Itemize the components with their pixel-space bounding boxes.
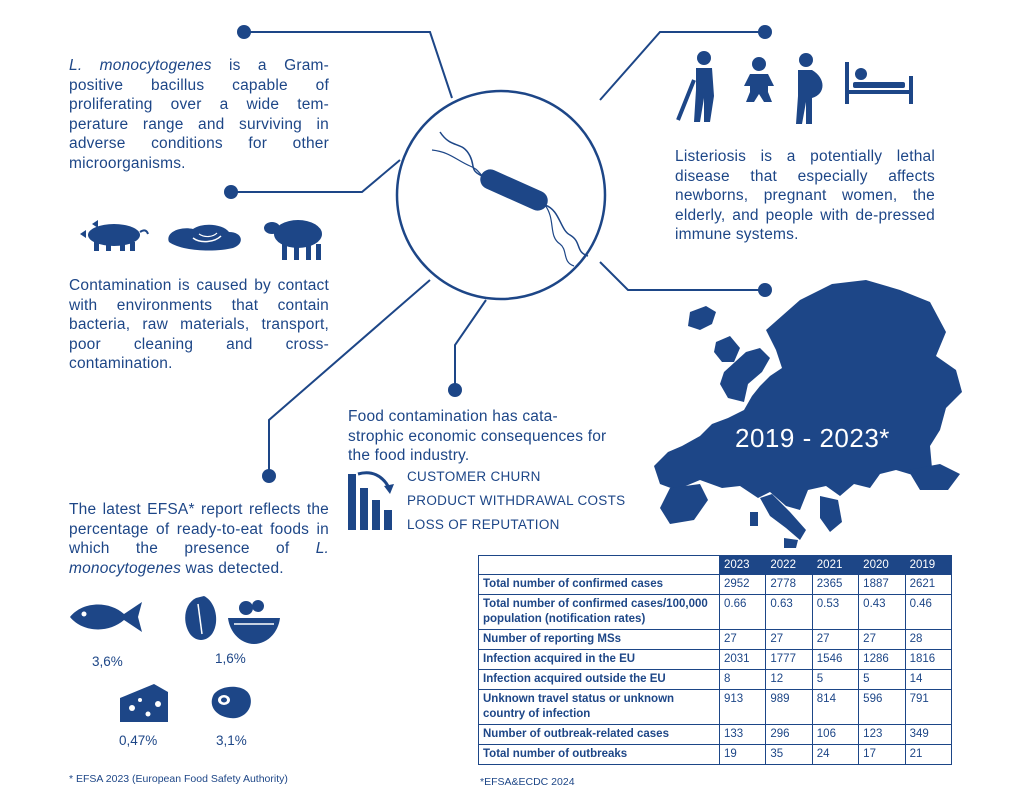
table-cell: 123 — [859, 725, 905, 745]
table-cell: 2778 — [766, 575, 812, 595]
table-row-label: Unknown travel status or unknown country of infection — [479, 690, 720, 725]
table-header-year: 2020 — [859, 556, 905, 575]
meat-icon — [208, 684, 254, 722]
table-cell: 596 — [859, 690, 905, 725]
table-cell: 349 — [905, 725, 951, 745]
table-row-label: Number of outbreak-related cases — [479, 725, 720, 745]
map-year-range-label: 2019 - 2023* — [735, 423, 890, 453]
connector-dot — [448, 383, 462, 397]
efsa-text-before: The latest EFSA* report reflects the percentage of ready-to-eat foods in which the presence of — [69, 501, 329, 557]
pig-icon — [80, 218, 152, 252]
child-icon — [742, 56, 776, 104]
connector-dot — [237, 25, 251, 39]
table-header-year: 2019 — [905, 556, 951, 575]
table-cell: 35 — [766, 745, 812, 765]
connector-dot — [262, 469, 276, 483]
listeriosis-statistics-table — [478, 555, 952, 765]
table-header-year: 2021 — [812, 556, 858, 575]
efsa-paragraph — [69, 500, 329, 578]
table-row — [479, 725, 952, 745]
sick-person-in-bed-icon — [845, 62, 913, 104]
contamination-paragraph: Contamination is caused by contact with environments that contain bacteria, raw materials, transport, poor cleaning and cross-contamination. — [69, 277, 329, 372]
efsa-species-name: L. monocytogenes — [69, 540, 330, 577]
vegetables-percentage: 1,6% — [215, 651, 246, 666]
table-header-blank — [479, 556, 720, 575]
table-row-label: Number of reporting MSs — [479, 630, 720, 650]
connector-line-map — [600, 262, 765, 290]
meat-percentage: 3,1% — [216, 733, 247, 748]
cheese-percentage: 0,47% — [119, 733, 158, 748]
table-cell: 8 — [720, 670, 766, 690]
table-cell: 21 — [905, 745, 951, 765]
table-cell: 1887 — [859, 575, 905, 595]
fish-percentage: 3,6% — [92, 654, 123, 669]
pregnant-woman-icon — [792, 52, 828, 124]
table-cell: 0.46 — [905, 595, 951, 630]
table-cell: 27 — [766, 630, 812, 650]
table-cell: 24 — [812, 745, 858, 765]
table-cell: 27 — [720, 630, 766, 650]
table-cell: 27 — [859, 630, 905, 650]
table-row-label: Total number of confirmed cases — [479, 575, 720, 595]
table-cell: 2365 — [812, 575, 858, 595]
table-row — [479, 630, 952, 650]
table-cell: 1816 — [905, 650, 951, 670]
economic-paragraph: Food contamination has cata-strophic economic consequences for the food industry. — [348, 408, 607, 464]
table-cell: 0.63 — [766, 595, 812, 630]
footnote-efsa: * EFSA 2023 (European Food Safety Authority) — [69, 773, 288, 785]
declining-bar-chart-icon — [348, 470, 396, 530]
table-cell: 133 — [720, 725, 766, 745]
table-row-label: Infection acquired in the EU — [479, 650, 720, 670]
europe-map — [654, 280, 962, 548]
footnote-table-source: *EFSA&ECDC 2024 — [480, 776, 575, 788]
table-cell: 2621 — [905, 575, 951, 595]
table-cell: 19 — [720, 745, 766, 765]
table-row-label: Total number of confirmed cases/100,000 population (notification rates) — [479, 595, 720, 630]
table-cell: 791 — [905, 690, 951, 725]
vegetables-icon — [182, 594, 282, 646]
cheese-icon — [118, 682, 170, 724]
intro-species-name: L. monocytogenes — [69, 57, 212, 74]
table-cell: 1546 — [812, 650, 858, 670]
table-cell: 814 — [812, 690, 858, 725]
connector-dot — [758, 25, 772, 39]
table-cell: 296 — [766, 725, 812, 745]
table-row — [479, 650, 952, 670]
table-cell: 106 — [812, 725, 858, 745]
intro-paragraph — [69, 56, 329, 173]
table-cell: 2952 — [720, 575, 766, 595]
table-cell: 2031 — [720, 650, 766, 670]
sheep-icon — [262, 214, 326, 262]
table-cell: 0.43 — [859, 595, 905, 630]
table-header-row — [479, 556, 952, 575]
efsa-text-after: was detected. — [185, 559, 284, 577]
table-header-year: 2023 — [720, 556, 766, 575]
fish-icon — [68, 600, 144, 634]
table-cell: 14 — [905, 670, 951, 690]
table-cell: 17 — [859, 745, 905, 765]
table-cell: 989 — [766, 690, 812, 725]
table-cell: 913 — [720, 690, 766, 725]
consequence-withdrawal-costs: PRODUCT WITHDRAWAL COSTS — [407, 493, 626, 508]
table-cell: 5 — [812, 670, 858, 690]
table-cell: 1777 — [766, 650, 812, 670]
table-cell: 0.66 — [720, 595, 766, 630]
table-cell: 0.53 — [812, 595, 858, 630]
puddle-icon — [163, 220, 245, 252]
table-row — [479, 745, 952, 765]
table-row-label: Total number of outbreaks — [479, 745, 720, 765]
connector-dot — [224, 185, 238, 199]
consequence-loss-of-reputation: LOSS OF REPUTATION — [407, 517, 560, 532]
table-row-label: Infection acquired outside the EU — [479, 670, 720, 690]
table-header-year: 2022 — [766, 556, 812, 575]
elderly-person-icon — [676, 50, 726, 122]
consequence-customer-churn: CUSTOMER CHURN — [407, 469, 541, 484]
table-row — [479, 575, 952, 595]
table-cell: 28 — [905, 630, 951, 650]
table-row — [479, 690, 952, 725]
connector-dot — [758, 283, 772, 297]
table-row — [479, 670, 952, 690]
connector-line-economic — [455, 300, 486, 390]
listeriosis-paragraph: Listeriosis is a potentially lethal disease that especially affects newborns, pregnant women, the elderly, and people with de-pressed immune systems. — [675, 148, 935, 243]
table-cell: 1286 — [859, 650, 905, 670]
intro-rest: is a Gram-positive bacillus capable of proliferating over a wide tem-perature range and surviving in adverse conditions for other microorganisms. — [69, 57, 329, 172]
table-row — [479, 595, 952, 630]
table-cell: 12 — [766, 670, 812, 690]
table-cell: 27 — [812, 630, 858, 650]
table-cell: 5 — [859, 670, 905, 690]
